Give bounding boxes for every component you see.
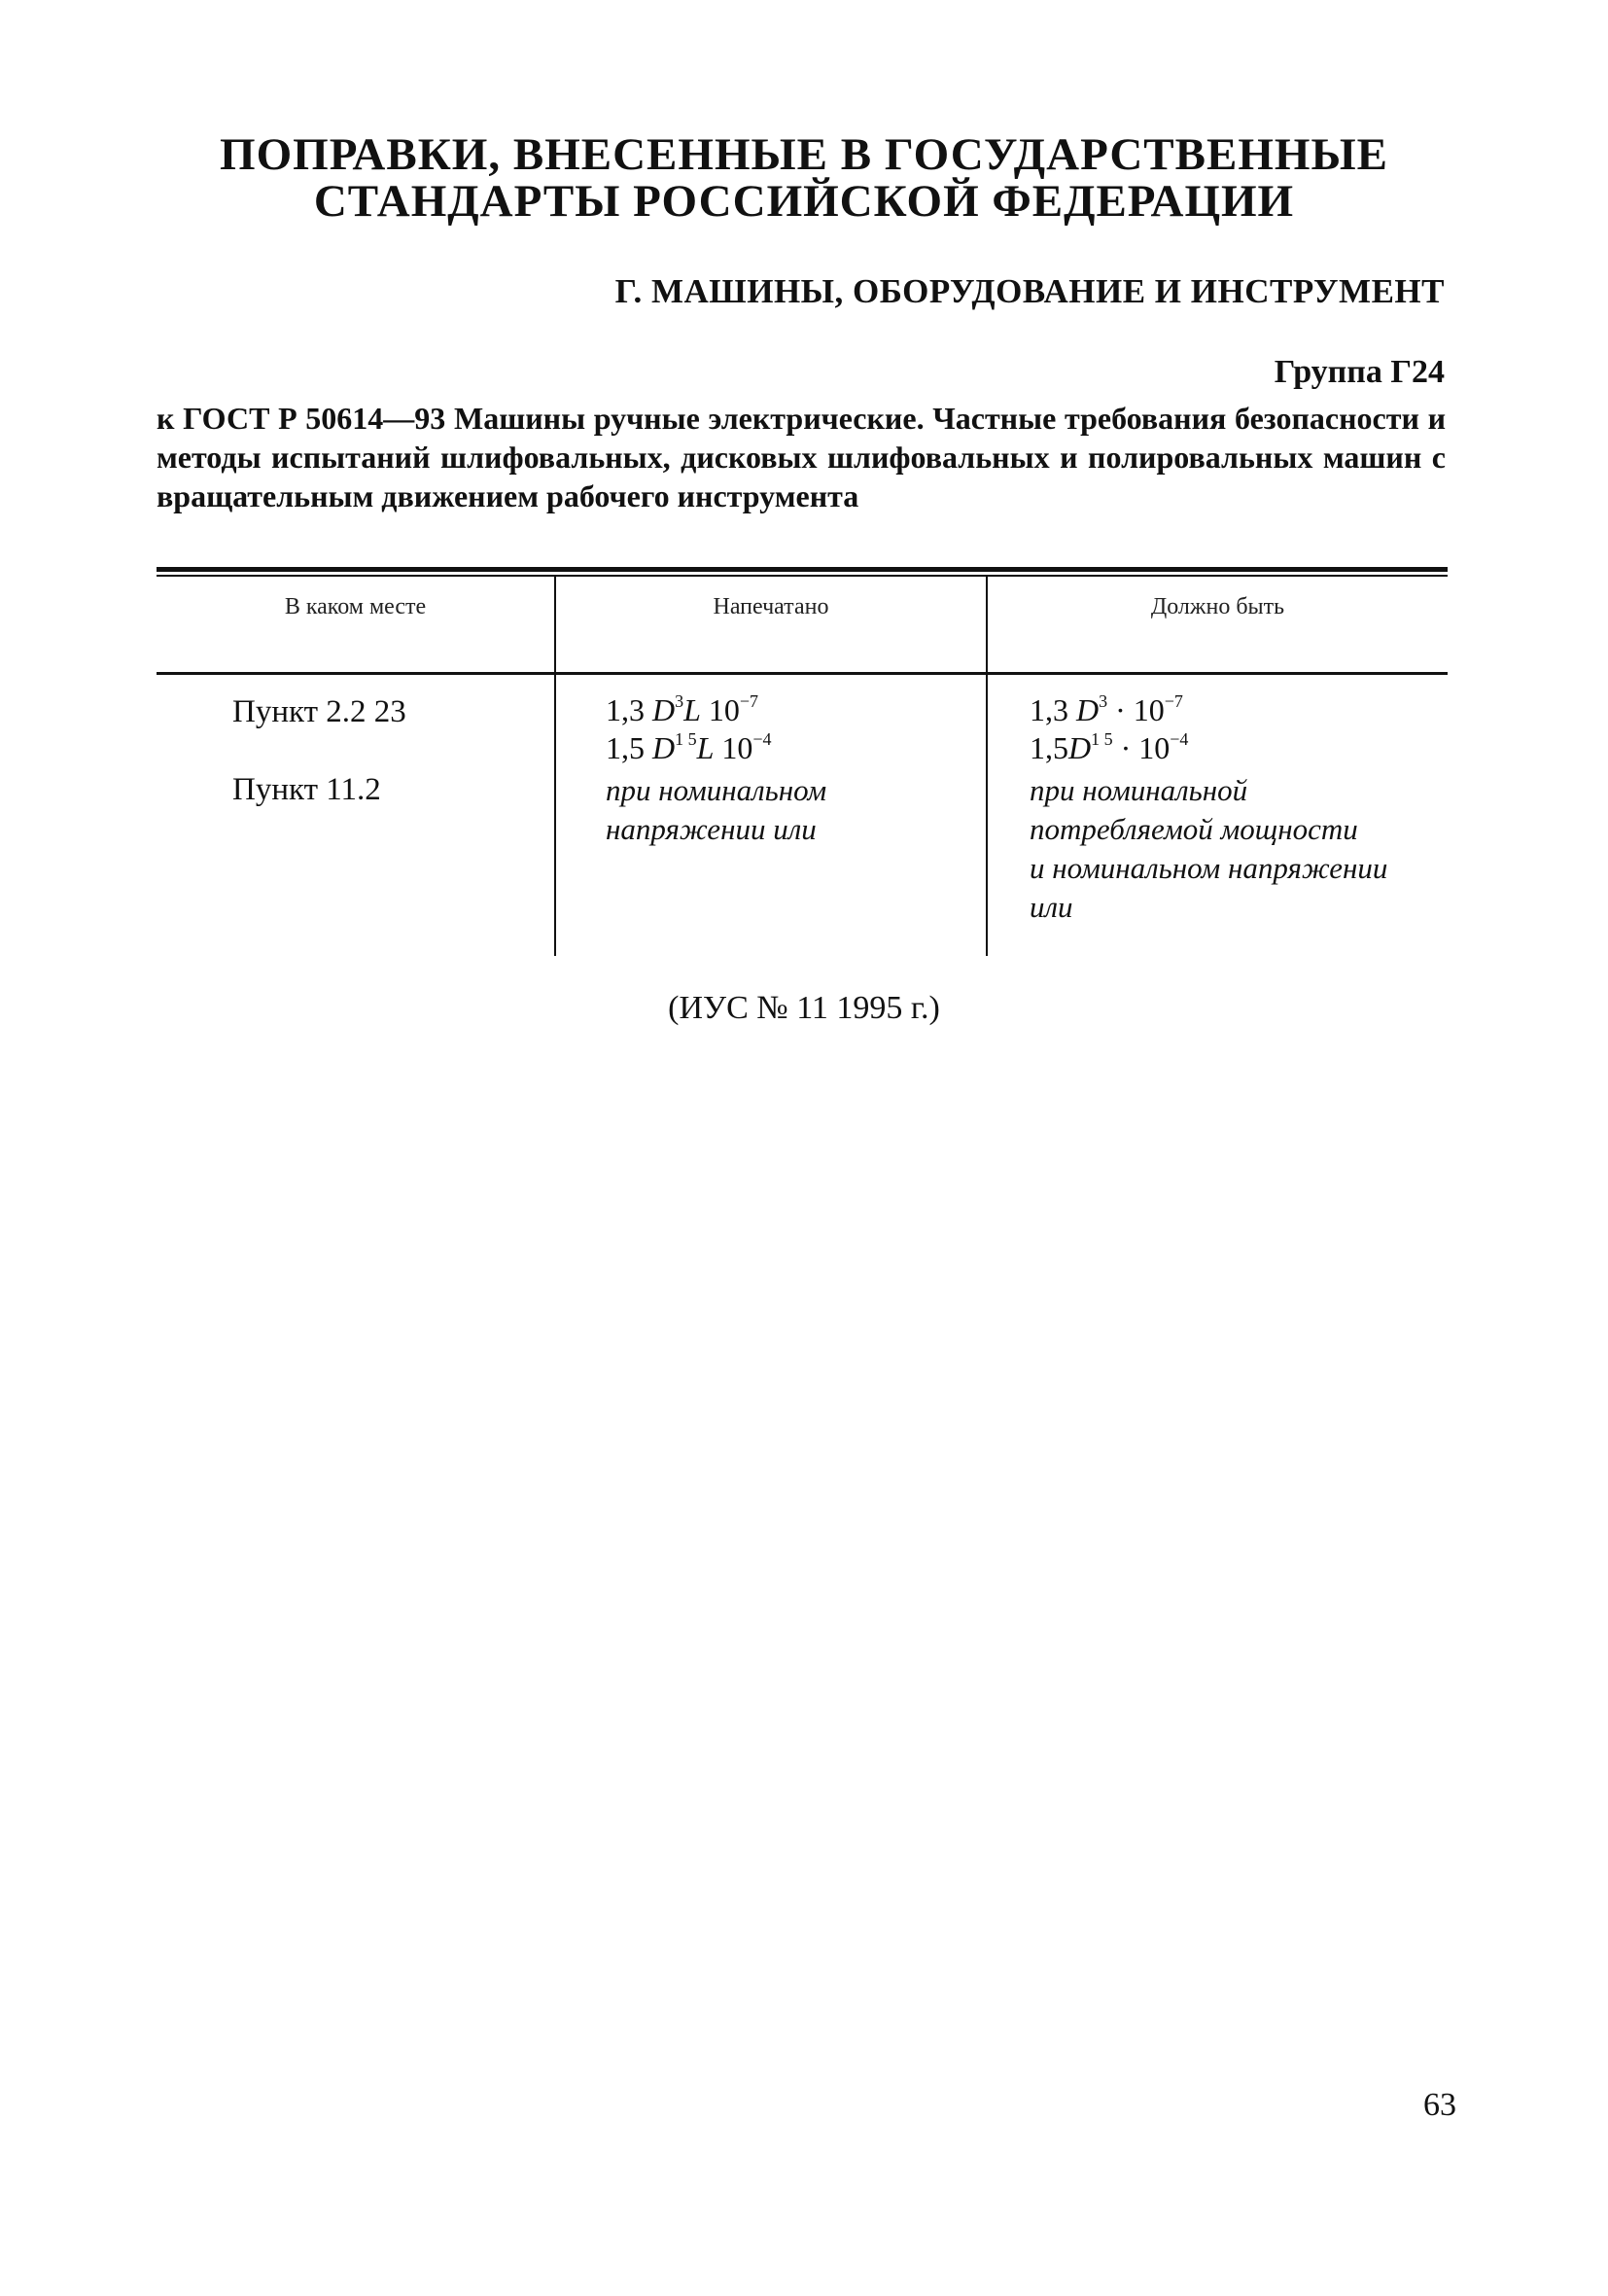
column-divider-1 xyxy=(554,575,556,956)
printed-formula-2-tail: 10 xyxy=(714,730,753,765)
printed-formula-1-tail: 10 xyxy=(700,692,740,727)
correct-formula-2-tail: · 10 xyxy=(1112,730,1171,765)
printed-formula-1-exp: 3 xyxy=(675,691,684,711)
correct-formula-2-exp: 1 5 xyxy=(1091,729,1113,749)
page-number: 63 xyxy=(1423,2087,1456,2123)
title-line-1: ПОПРАВКИ, ВНЕСЕННЫЕ В ГОСУДАРСТВЕННЫЕ xyxy=(220,129,1388,180)
printed-formula-2-var2: L xyxy=(696,730,715,765)
printed-formula-2-coef: 1,5 xyxy=(606,730,652,765)
printed-formula-2-var: D xyxy=(652,730,676,765)
correct-line-2: потребляемой мощности xyxy=(1030,812,1358,846)
table-top-rule xyxy=(157,567,1448,572)
printed-formula-1 xyxy=(606,691,758,728)
title-line-2: СТАНДАРТЫ РОССИЙСКОЙ ФЕДЕРАЦИИ xyxy=(313,176,1295,227)
row-2-place: Пункт 11.2 xyxy=(232,772,381,807)
correct-formula-2-tail-exp: −4 xyxy=(1170,729,1189,749)
section-heading: Г. МАШИНЫ, ОБОРУДОВАНИЕ И ИНСТРУМЕНТ xyxy=(614,272,1445,310)
correct-line-1: при номинальной xyxy=(1030,773,1248,807)
column-header-correct: Должно быть xyxy=(1150,594,1285,619)
printed-formula-1-var2: L xyxy=(683,692,701,727)
correct-formula-1-exp: 3 xyxy=(1099,691,1108,711)
corrections-table xyxy=(157,567,1448,956)
column-divider-2 xyxy=(986,575,988,956)
correct-formula-1 xyxy=(1030,691,1183,728)
printed-formula-2-exp: 1 5 xyxy=(675,729,697,749)
printed-formula-1-var: D xyxy=(652,692,676,727)
correct-formula-1-tail-exp: −7 xyxy=(1164,691,1183,711)
printed-formula-1-coef: 1,3 xyxy=(606,692,652,727)
column-header-place: В каком месте xyxy=(284,594,427,619)
printed-text-11-2 xyxy=(606,771,826,849)
row-1-place: Пункт 2.2 23 xyxy=(232,694,406,729)
table-top-rule-thin xyxy=(157,575,1448,577)
correct-formula-2 xyxy=(1030,729,1188,766)
correct-formula-2-coef: 1,5 xyxy=(1030,730,1068,765)
correct-formula-1-coef: 1,3 xyxy=(1030,692,1076,727)
group-label: Группа Г24 xyxy=(1274,354,1445,390)
source-note: (ИУС № 11 1995 г.) xyxy=(668,990,940,1026)
printed-formula-2-tail-exp: −4 xyxy=(752,729,772,749)
standard-reference: к ГОСТ Р 50614—93 Машины ручные электрические. Частные требования безопасности и методы испытаний шлифовальных, дисковых шлифовальных и полировальных машин с вращательным движением рабочего инструмента xyxy=(157,401,1446,513)
printed-formula-1-tail-exp: −7 xyxy=(739,691,759,711)
correct-formula-1-tail: · 10 xyxy=(1107,692,1165,727)
correct-line-4: или xyxy=(1030,890,1073,924)
correct-formula-2-var: D xyxy=(1068,730,1092,765)
column-header-printed: Напечатано xyxy=(713,594,829,619)
correct-formula-1-var: D xyxy=(1076,692,1100,727)
correct-line-3: и номинальном напряжении xyxy=(1030,851,1388,885)
printed-formula-2 xyxy=(606,729,772,766)
correct-text-11-2 xyxy=(1030,771,1387,927)
table-header-rule xyxy=(157,672,1448,675)
printed-line-1: при номинальном xyxy=(606,773,827,807)
printed-line-2: напряжении или xyxy=(606,812,817,846)
